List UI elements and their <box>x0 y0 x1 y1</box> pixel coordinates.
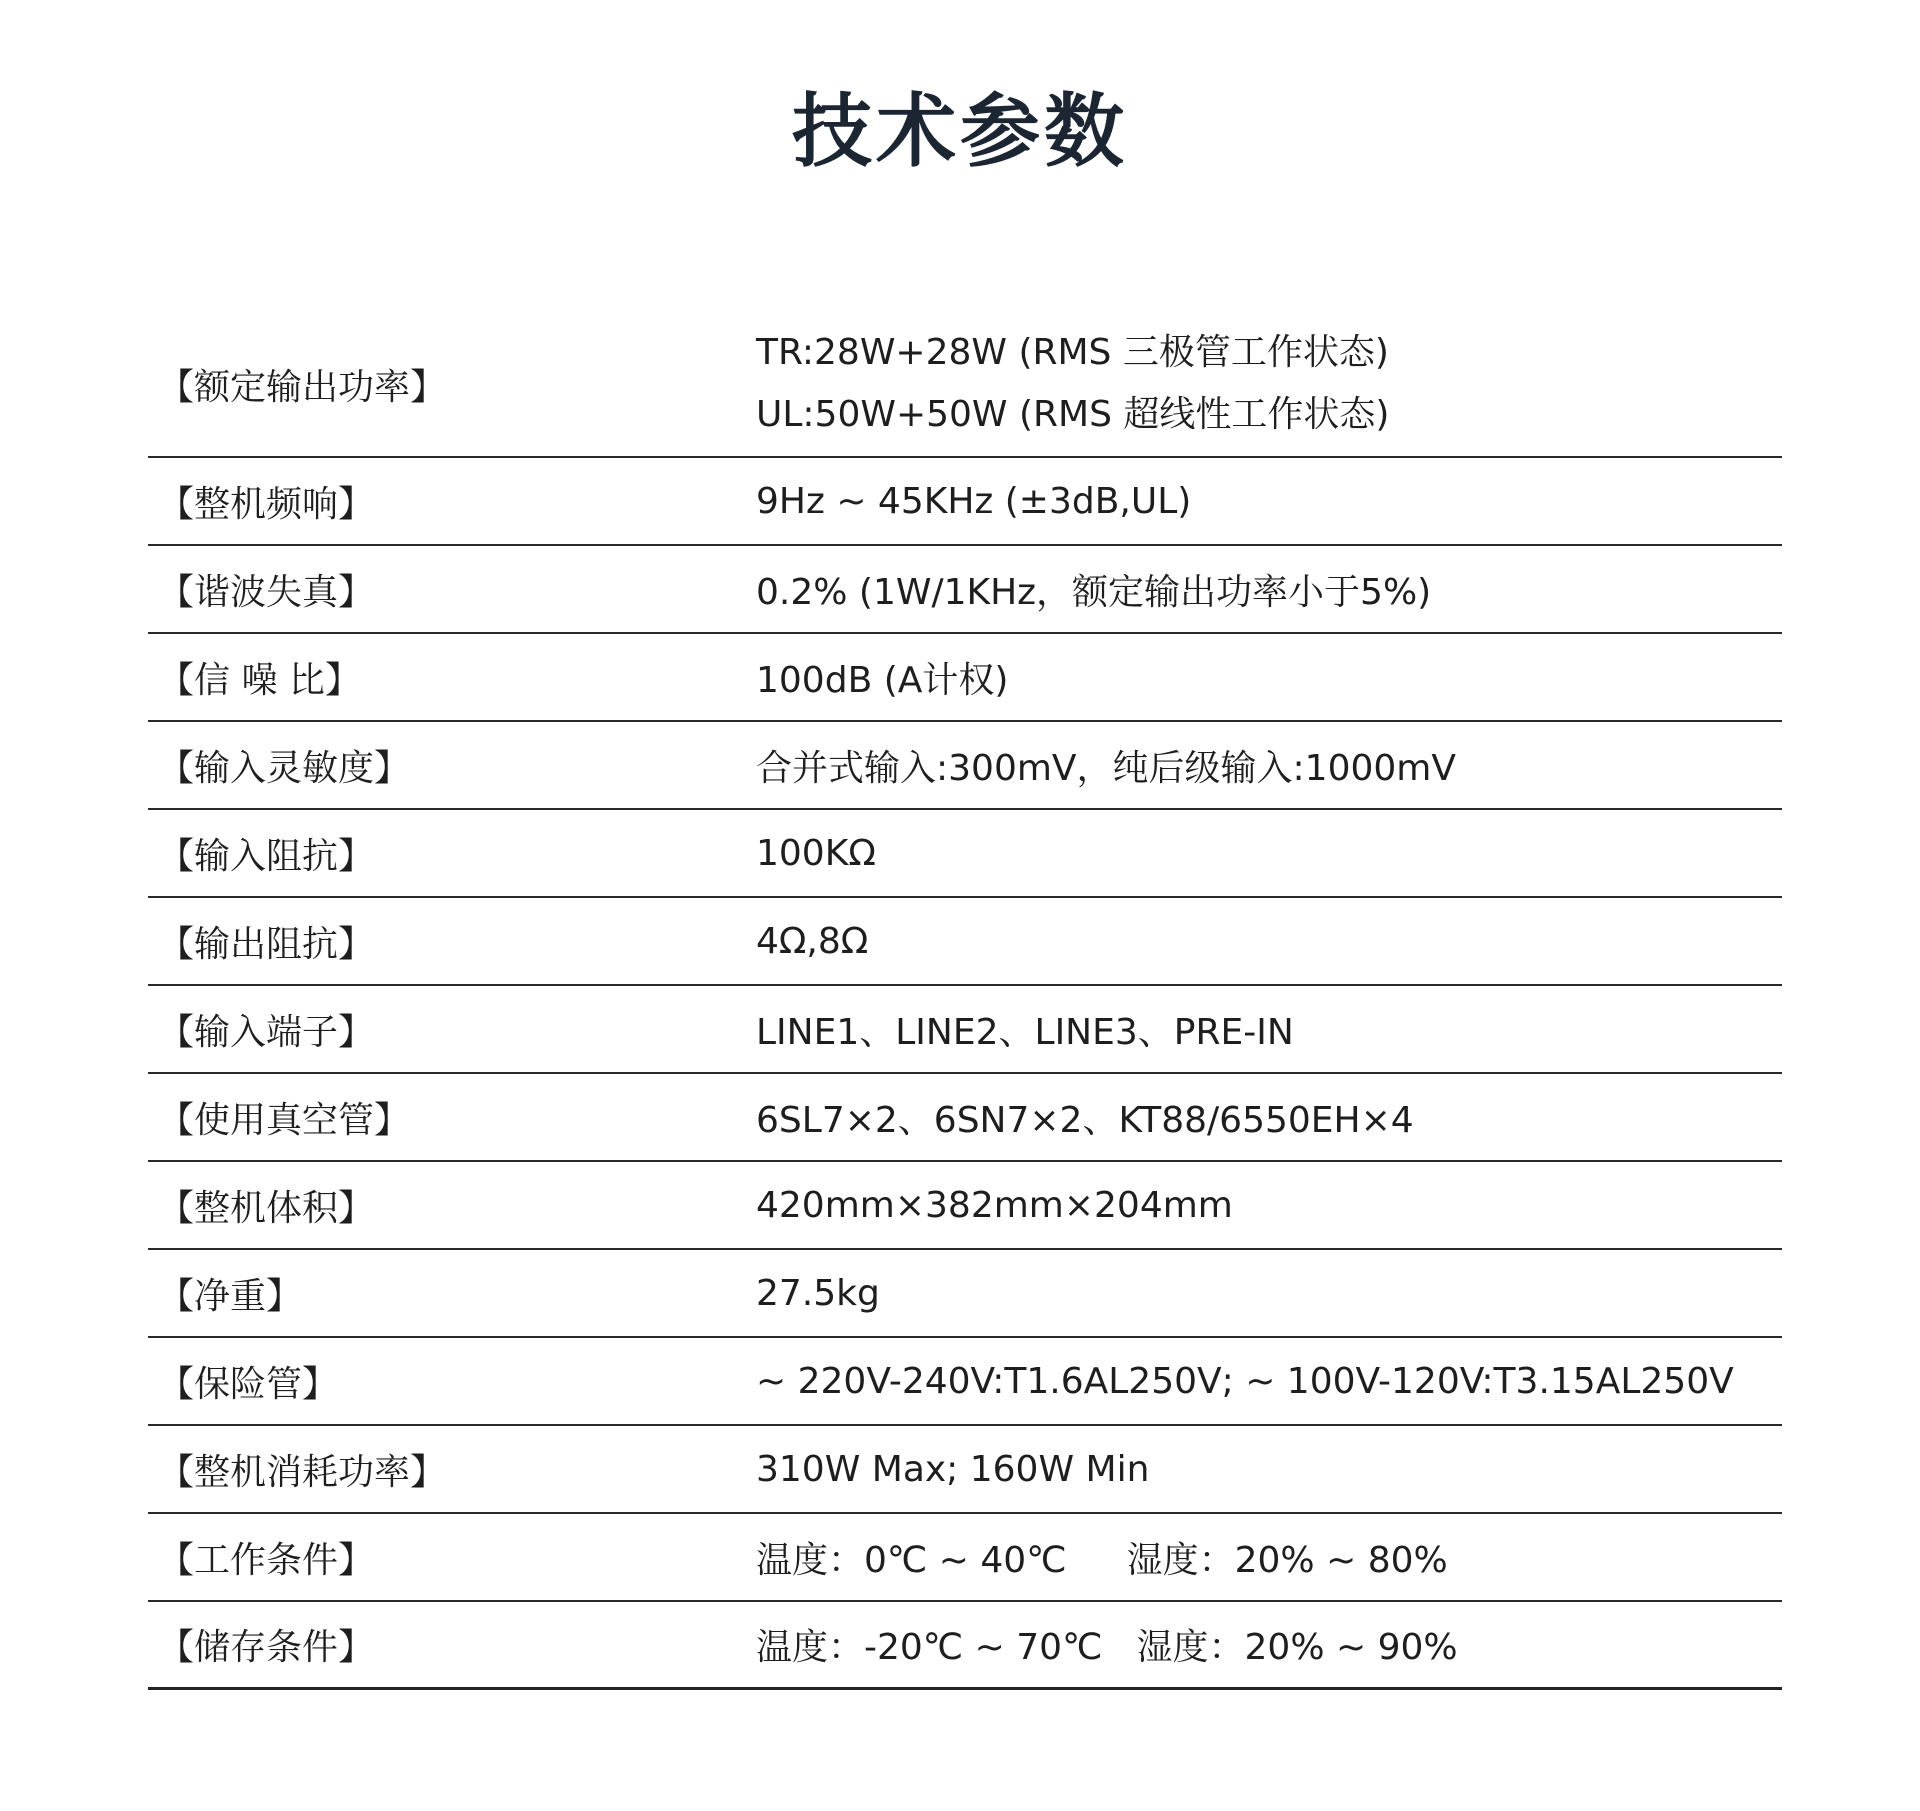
spec-value: 6SL7×2、6SN7×2、KT88/6550EH×4 <box>756 1099 1414 1141</box>
spec-label: 【信 噪 比】 <box>158 659 361 701</box>
spec-label: 【输入灵敏度】 <box>158 747 411 789</box>
spec-value: 0.2% (1W/1KHz，额定输出功率小于5%) <box>756 571 1432 613</box>
spec-value: 420mm×382mm×204mm <box>756 1184 1233 1226</box>
spec-value: 27.5kg <box>756 1272 880 1314</box>
spec-value-temperature: 温度：0℃ ~ 40℃ <box>756 1539 1067 1581</box>
spec-row-frequency-response <box>148 458 1782 546</box>
spec-row-dimensions <box>148 1162 1782 1250</box>
spec-value-humidity: 湿度：20% ~ 80% <box>1126 1539 1448 1581</box>
spec-row-vacuum-tubes <box>148 1074 1782 1162</box>
spec-label: 【净重】 <box>158 1275 303 1317</box>
spec-label: 【储存条件】 <box>158 1627 375 1668</box>
spec-label: 【工作条件】 <box>158 1539 375 1581</box>
spec-label: 【输出阻抗】 <box>158 923 375 965</box>
spec-value-line-triode: TR:28W+28W (RMS 三极管工作状态) <box>756 332 1389 373</box>
spec-label: 【谐波失真】 <box>158 571 375 613</box>
spec-row-net-weight <box>148 1250 1782 1338</box>
spec-value: ~ 220V-240V:T1.6AL250V; ~ 100V-120V:T3.15AL250V <box>756 1360 1734 1402</box>
spec-value: 合并式输入:300mV，纯后级输入:1000mV <box>756 747 1456 789</box>
spec-row-snr <box>148 634 1782 722</box>
spec-value: 100dB (A计权) <box>756 659 1009 701</box>
spec-value: 310W Max; 160W Min <box>756 1448 1150 1490</box>
spec-row-output-impedance <box>148 898 1782 986</box>
spec-value: 100KΩ <box>756 832 876 874</box>
spec-label: 【整机频响】 <box>158 483 375 525</box>
spec-value <box>756 1532 1782 1583</box>
spec-row-fuse <box>148 1338 1782 1426</box>
spec-row-input-sensitivity <box>148 722 1782 810</box>
spec-row-input-impedance <box>148 810 1782 898</box>
spec-value: 4Ω,8Ω <box>756 920 869 962</box>
spec-label: 【使用真空管】 <box>158 1099 411 1141</box>
spec-value-humidity: 湿度：20% ~ 90% <box>1136 1627 1458 1668</box>
spec-table <box>148 312 1782 1690</box>
spec-row-storage-conditions <box>148 1602 1782 1690</box>
page-title: 技术参数 <box>792 85 1128 178</box>
spec-value: LINE1、LINE2、LINE3、PRE-IN <box>756 1011 1294 1053</box>
spec-row-operating-conditions <box>148 1514 1782 1602</box>
spec-row-harmonic-distortion <box>148 546 1782 634</box>
spec-row-rated-output-power <box>148 312 1782 458</box>
spec-label: 【输入端子】 <box>158 1011 375 1053</box>
spec-label: 【保险管】 <box>158 1363 339 1405</box>
spec-label: 【额定输出功率】 <box>158 366 447 408</box>
spec-row-power-consumption <box>148 1426 1782 1514</box>
spec-value <box>756 322 1782 446</box>
spec-value-line-ultralinear: UL:50W+50W (RMS 超线性工作状态) <box>756 394 1390 435</box>
spec-value <box>756 1619 1782 1670</box>
spec-label: 【整机消耗功率】 <box>158 1451 447 1493</box>
spec-value: 9Hz ~ 45KHz (±3dB,UL) <box>756 480 1192 522</box>
spec-row-input-terminals <box>148 986 1782 1074</box>
spec-label: 【输入阻抗】 <box>158 835 375 877</box>
spec-label: 【整机体积】 <box>158 1187 375 1229</box>
spec-value-temperature: 温度：-20℃ ~ 70℃ <box>756 1627 1103 1668</box>
